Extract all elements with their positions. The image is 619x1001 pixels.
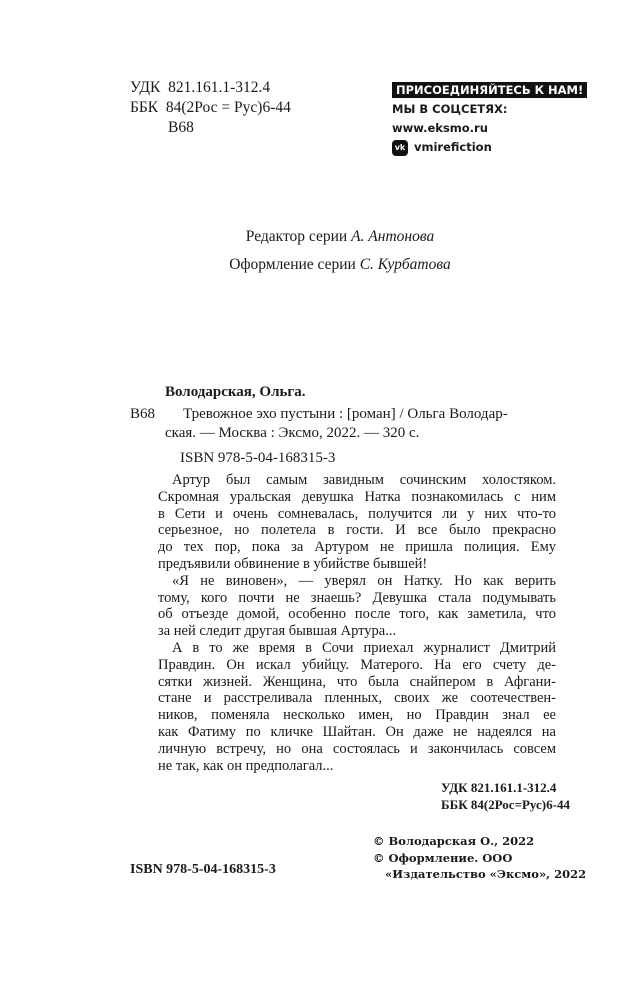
author-heading: Володарская, Ольга.	[165, 384, 306, 400]
annotation-line: личную встречу, но она состоялась и закончилась совсем	[158, 740, 556, 757]
footer-classification	[441, 779, 570, 813]
annotation-line: «Я не виновен», — уверял он Натку. Но как верить	[172, 572, 556, 589]
annotation-line: не так, как он предполагал...	[158, 757, 334, 774]
design-label: Оформление серии	[229, 256, 356, 273]
bbk-label: ББК	[130, 99, 159, 116]
bib-description-line: ская. — Москва : Эксмо, 2022. — 320 с.	[165, 425, 420, 441]
annotation-line: А в то же время в Сочи приехал журналист Дмитрий	[172, 639, 556, 656]
vk-icon: vk	[392, 140, 408, 156]
series-editor	[0, 228, 619, 246]
social-block	[392, 81, 587, 157]
website-link: www.eksmo.ru	[392, 121, 488, 135]
footer-bbk: ББК 84(2Рос=Рус)6-44	[441, 797, 570, 812]
social-heading: МЫ В СОЦСЕТЯХ:	[392, 102, 508, 116]
author-code: В68	[168, 119, 194, 136]
copyright-block	[373, 833, 586, 883]
bib-isbn: ISBN 978-5-04-168315-3	[180, 450, 336, 466]
annotation-line: тому, кого почти не знаешь? Девушка стала подумывать	[158, 589, 556, 606]
designer-name: С. Курбатова	[359, 256, 451, 273]
bib-code: В68	[130, 406, 156, 422]
series-design	[0, 256, 619, 274]
editor-label: Редактор серии	[245, 228, 348, 245]
annotation-line: как Фатиму по кличке Шайтан. Он даже не надеялся на	[158, 723, 556, 740]
annotation-line: ников, поменяла несколько имен, но Правдин знал ее	[158, 707, 556, 724]
annotation-line: сятки жизней. Женщина, что была снайпером в Афгани-	[158, 673, 556, 690]
annotation-line: стане и расстреливала пленных, своих же соотечествен-	[158, 690, 556, 707]
annotation	[158, 472, 556, 774]
annotation-line: Артур был самым завидным сочинским холостяком.	[172, 472, 556, 488]
vk-handle: vmirefiction	[414, 140, 492, 154]
annotation-line: серьезное, но полетела в гости. И все было прекрасно	[158, 522, 556, 539]
udk-value: 821.161.1-312.4	[168, 79, 271, 96]
footer-isbn: ISBN 978-5-04-168315-3	[130, 862, 276, 877]
annotation-line: за ней следит другая бывшая Артура...	[158, 623, 397, 640]
copyright-author: © Володарская О., 2022	[373, 834, 535, 848]
annotation-line: до тех пор, пока за Артуром не пришла полиция. Ему	[158, 539, 556, 556]
annotation-line: об отъезде домой, особенно после того, как заметила, что	[158, 606, 556, 623]
footer-udk: УДК 821.161.1-312.4	[441, 780, 557, 795]
bib-description-line: Тревожное эхо пустыни : [роман] / Ольга Володар-	[183, 406, 508, 422]
udk-label: УДК	[130, 79, 161, 96]
annotation-line: Скромная уральская девушка Натка познакомилась с ним	[158, 488, 556, 505]
annotation-line: в Сети и очень сомневалась, получится ли у них что-то	[158, 505, 556, 522]
copyright-publisher: «Издательство «Эксмо», 2022	[385, 867, 587, 881]
join-banner: ПРИСОЕДИНЯЙТЕСЬ К НАМ!	[392, 82, 587, 98]
bbk-value: 84(2Рос = Рус)6-44	[165, 99, 291, 116]
annotation-line: Правдин. Он искал убийцу. Матерого. На его счету де-	[158, 656, 556, 673]
annotation-line: предъявили обвинение в убийстве бывшей!	[158, 555, 428, 572]
editor-name: А. Антонова	[351, 228, 435, 245]
copyright-design: © Оформление. ООО	[373, 850, 513, 865]
classification-block	[130, 78, 291, 138]
